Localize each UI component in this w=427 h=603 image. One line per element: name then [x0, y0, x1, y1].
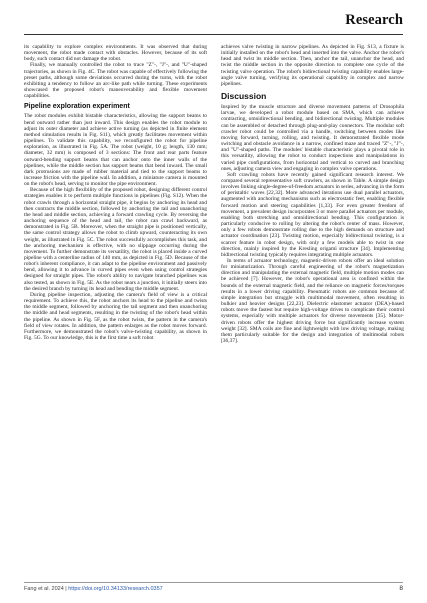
paragraph: its capability to explore complex environments. It was observed that during movement, the robot made contact with obstacles. However, because of its soft body, such contact did not damage the robot. — [24, 44, 207, 63]
section-heading-discussion: Discussion — [221, 91, 267, 102]
right-column — [221, 44, 404, 344]
paragraph: Finally, we manually controlled the robot to trace "Z"-, "J"-, and "U"-shaped trajectories, as shown in Fig. 4C. The robot was capable of effectively following the preset paths, although some deviations occurred during the turns, with the robot exhibiting a tendency to follow an arc-like path while turning. These experiments showcased the proposed robot's maneuverability and flexible movement capabilities. — [24, 62, 207, 100]
journal-section-title: Research — [345, 12, 403, 28]
section-heading-pipeline: Pipeline exploration experiment — [24, 103, 130, 111]
footer-divider — [24, 582, 403, 583]
paragraph: During pipeline inspection, adjusting the camera's field of view is a critical requirement. To achieve this, the robot anchors its head to the pipeline and twists the middle segment, followed by anchoring the tail segment and then unanchoring the middle and head segments, resulting in the twisting of the robot's head within the pipeline. As shown in Fig. 5F, as the robot twists, the pattern in the camera's field of view rotates. In addition, the pattern enlarges as the robot moves forward. Furthermore, we demonstrated the robot's valve-twisting capability, as shown in Fig. 5G. To our knowledge, this is the first time a soft robot — [24, 291, 207, 342]
paragraph: In terms of actuator technology, magnetic-driven robots offer an ideal solution for miniaturization. Through careful engineering of the robot's magnetization direction and manipulating the external magnetic field, multiple motion modes can be achieved [7]. However, the robot's operational area is confined within the bounds of the external magnetic field, and the reliance on magnetic forces/torques results in a lower driving capability. Pneumatic robots are common because of simple integration but struggle with multimodal movement, often resulting in bulkier and heavier designs [22,23]. Dielectric elastomer actuator (DEA)-based robots move the fastest but require high-voltage drives to complicate their control systems, especially with multiple actuators for diverse movements [35]. Motor-driven robots offer the highest driving force but significantly increase system weight [32]. SMA coils are fine and lightweight with low driving voltage, making them particularly suitable for the design and integration of multimodal robots [36,37]. — [221, 258, 404, 345]
paragraph: The robot modules exhibit bistable characteristics, allowing the support beams to bend outward rather than just inward. This design enables the robot module to adjust its outer diameter and achieve active turning (as depicted in finite element method simulation results in Fig. S11), which greatly facilitates movement within pipelines. To validate this capability, we reconfigured the robot for pipeline exploration, as illustrated in Fig. 5A. The robot (weight, 10 g; length, 130 mm; diameter, 32 mm) is composed of 3 sections: The front and rear parts feature outward-bending support beams that can anchor onto the inner walls of the pipelines, while the middle section has support beams that bend inward. The small dark protrusions are made of rubber material and tied to the support beams to increase friction with the pipeline wall. In addition, a miniature camera is mounted on the robot's head, serving to monitor the pipe environment. — [24, 113, 207, 188]
doi-link[interactable]: https://doi.org/10.34133/research.0357 — [68, 586, 163, 592]
paragraph: Inspired by the muscle structure and diverse movement patterns of Drosophila larvae, we developed a robot module based on SMA, which can achieve contracting, omnidirectional bending, and bidirectional twisting. Multiple modules can be assembled or detached through plug-and-play connectors. The modular soft crawler robot could be controlled via a handle, switching between modes like moving forward, turning, rolling, and twisting. It demonstrated flexible mode switching and obstacle avoidance in a narrow, confined maze and traced "Z"-, "J"-, and "U"-shaped paths. The modules' bistable characteristic plays a pivotal role in this versatility, allowing the robot to conduct inspections and manipulations in varied pipe configurations, from horizontal and vertical to curved and branching ones, adjusting camera view and engaging in complex valve operations. — [221, 104, 404, 172]
left-column — [24, 44, 207, 341]
paragraph: achieves valve twisting in narrow pipelines. As depicted in Fig. S13, a fixture is initially installed on the robot's head and inserted into the valve. Anchor the robot's head and twist its middle section. Then, anchor the tail, unanchor the head, and twist the middle section in the opposite direction to complete one cycle of the twisting valve operation. The robot's bidirectional twisting capability enables large-angle valve turning, verifying its operational capability in complex and narrow pipelines. — [221, 44, 404, 87]
footer-citation — [24, 586, 163, 592]
page-number: 8 — [399, 585, 403, 592]
paragraph: Because of the high flexibility of the proposed robot, designing different control strategies enables it to perform multiple functions in pipelines (Fig. S12). When the robot crawls through a horizontal straight pipe, it begins by anchoring its head and then contracts the middle section, followed by anchoring the tail and unanchoring the head and middle section, achieving a forward crawling cycle. By reversing the anchoring sequence of the head and tail, the robot can crawl backward, as demonstrated in Fig. 5B. Moreover, when the straight pipe is positioned vertically, the same control strategy allows the robot to climb upward, counteracting its own weight, as illustrated in Fig. 5C. The robot successfully accomplishes this task, and the anchoring mechanism is effective, with no slippage occurring during the movement. To further demonstrate its versatility, the robot is placed inside a curved pipeline with a centerline radius of 140 mm, as depicted in Fig. 5D. Because of the robot's inherent compliance, it can adapt to the pipeline environment and passively bend, allowing it to advance in curved pipes even when using control strategies designed for straight pipes. The robot's ability to navigate branched pipelines was also tested, as shown in Fig. 5E. As the robot nears a junction, it initially steers into the desired branch by turning its head and bending the middle segment. — [24, 187, 207, 292]
header-divider — [24, 34, 403, 35]
citation-text: Fang et al. 2024 | — [24, 586, 69, 592]
paragraph: Soft crawling robots have recently gained significant research interest. We compared several representative soft crawlers, as shown in Table. A simple design involves linking single-degree-of-freedom actuators in series, advancing in the form of peristaltic waves [22,32]. More advanced iterations use dual parallel actuators, augmented with anchoring mechanisms such as electrostatic feet, enabling flexible forward motion and steering capabilities [1,33]. For even greater freedom of movement, a prevalent design incorporates 3 or more parallel actuators per module, enabling both stretching and omnidirectional bending. This configuration is particularly conducive to rolling by altering the robot's center of mass. However, only a few robots demonstrate rolling due to the high demands on structure and actuator coordination [23]. Twisting motion, especially bidirectional twisting, is a scarcer feature in robot design, with only a few models able to twist in one direction, mainly inspired by the Kresling origami structure [34]. Implementing bidirectional twisting typically requires integrating multiple actuators. — [221, 171, 405, 258]
